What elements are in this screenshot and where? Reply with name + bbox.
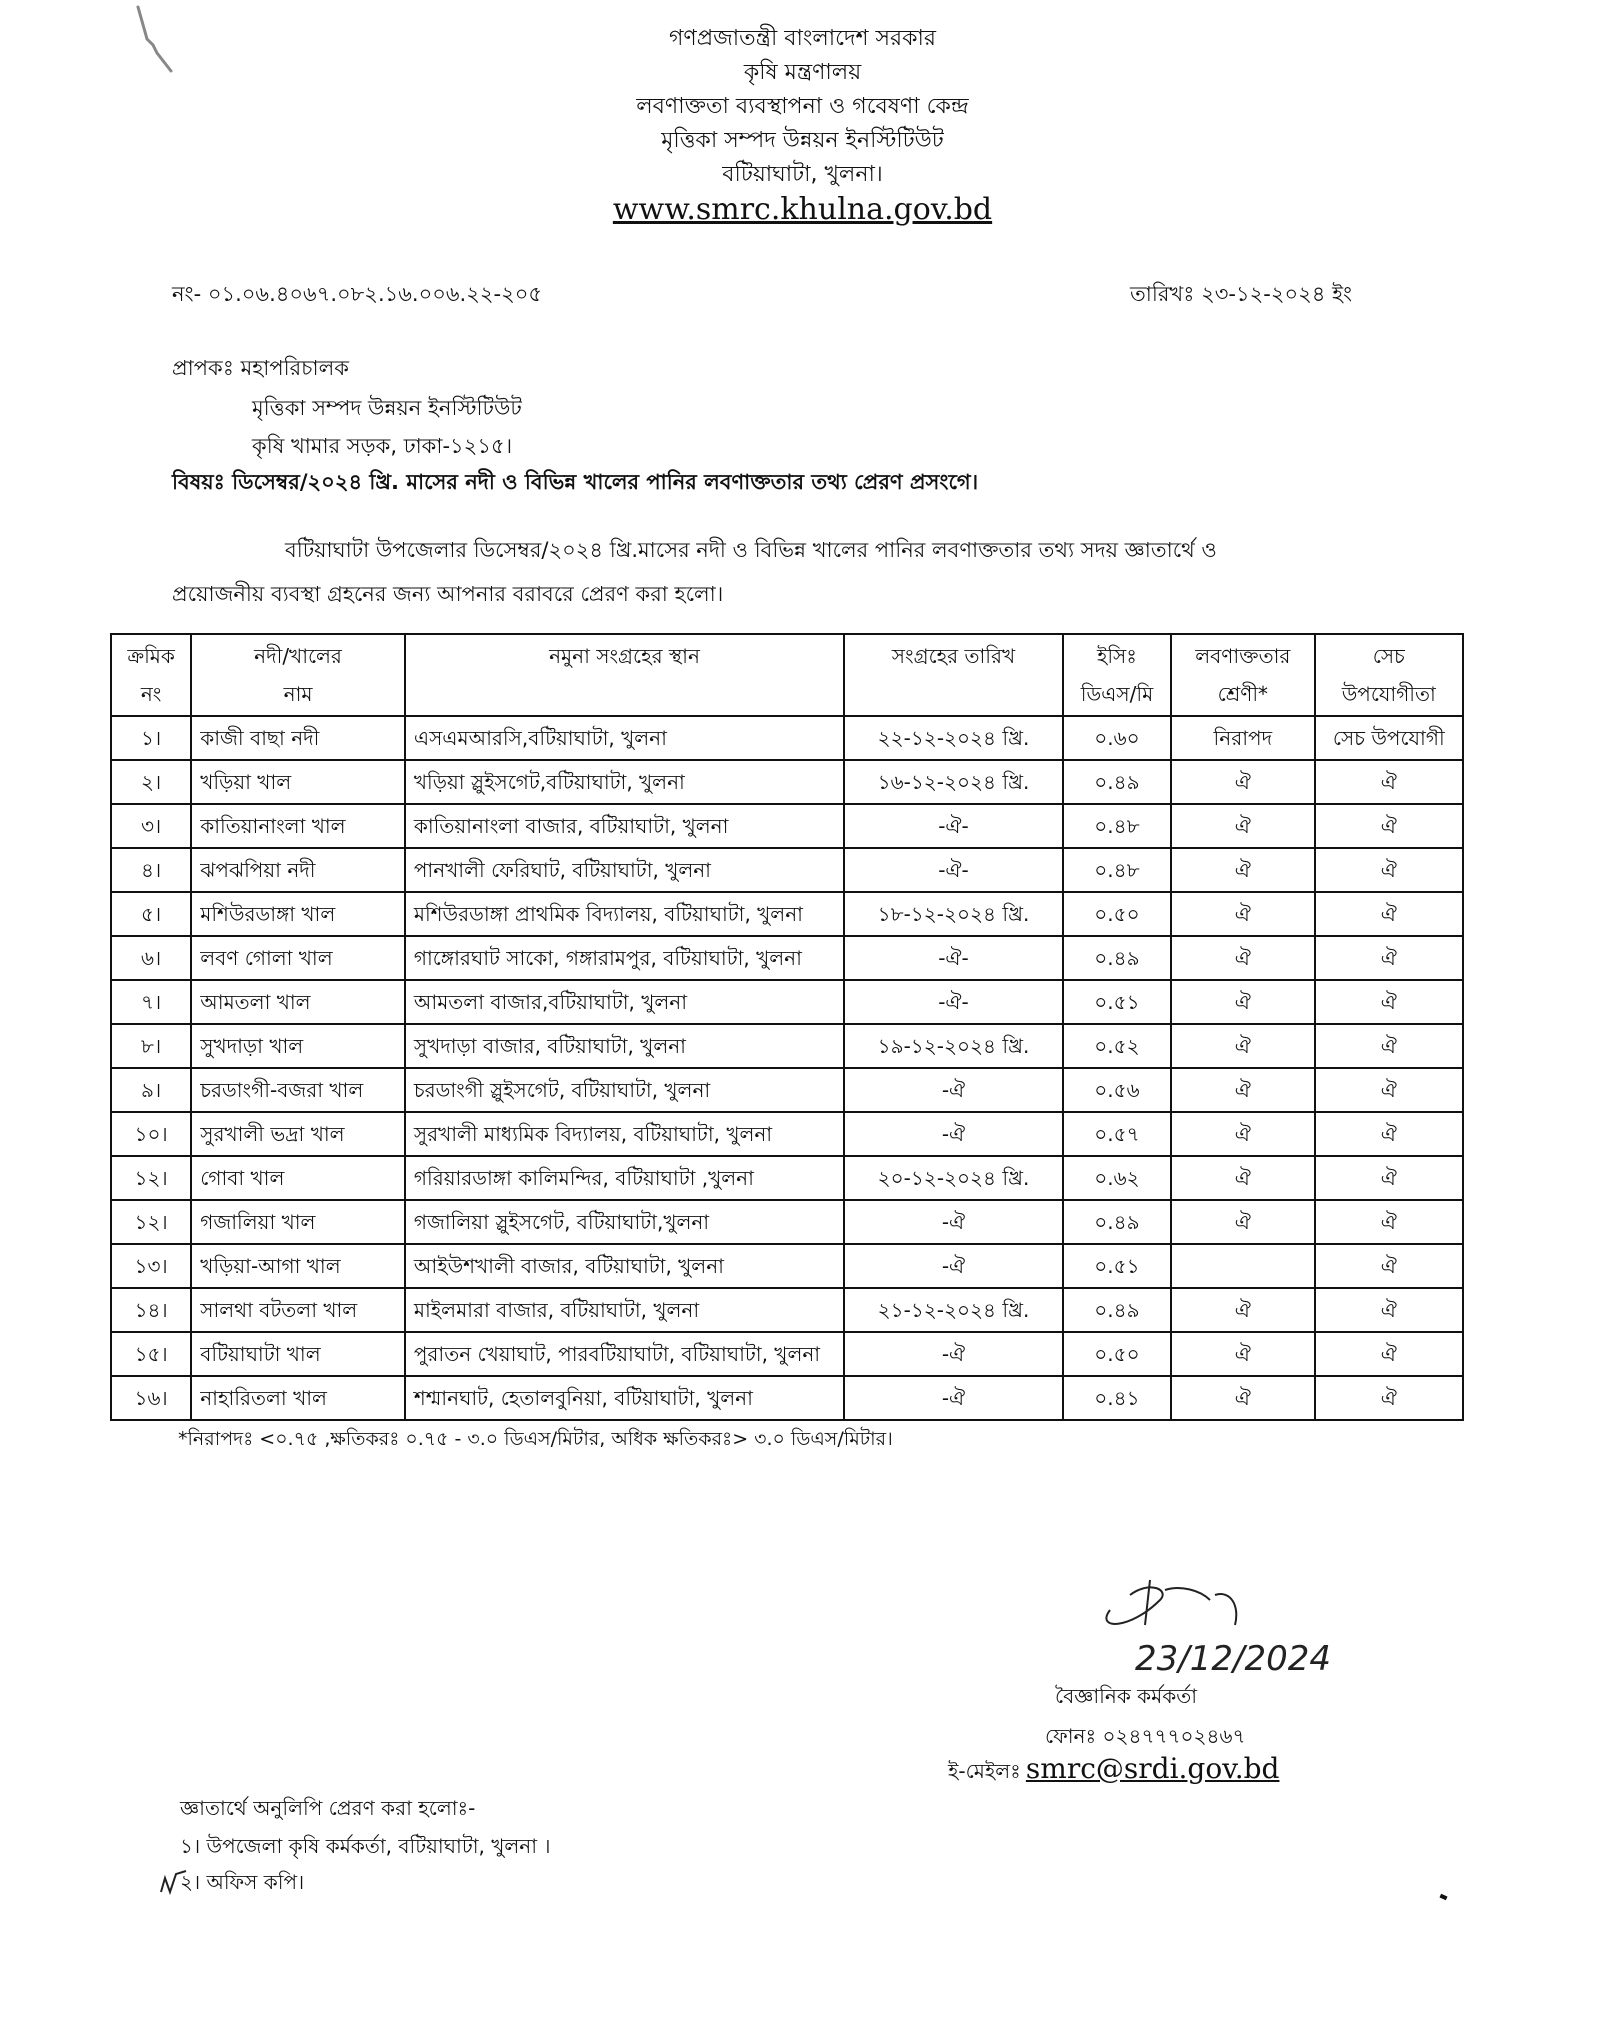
cell-sample-location: গাঙ্গোরঘাট সাকো, গঙ্গারামপুর, বটিয়াঘাটা, খুলনা	[405, 936, 844, 980]
signatory-email-line	[948, 1752, 1279, 1790]
cell-river-name: খড়িয়া খাল	[191, 760, 405, 804]
cell-irrigation-suitability: ঐ	[1315, 1376, 1463, 1420]
cell-irrigation-suitability: ঐ	[1315, 1244, 1463, 1288]
cell-salinity-class: ঐ	[1171, 892, 1314, 936]
cell-sample-location: আইউশখালী বাজার, বটিয়াঘাটা, খুলনা	[405, 1244, 844, 1288]
cell-river-name: বটিয়াঘাটা খাল	[191, 1332, 405, 1376]
cell-serial: ৪।	[111, 848, 191, 892]
cell-collection-date: -ঐ-	[844, 980, 1063, 1024]
cell-serial: ১৫।	[111, 1332, 191, 1376]
recipient-address: কৃষি খামার সড়ক, ঢাকা-১২১৫।	[252, 434, 513, 458]
website-link[interactable]: www.smrc.khulna.gov.bd	[612, 192, 993, 227]
cell-irrigation-suitability: ঐ	[1315, 848, 1463, 892]
cell-river-name: গজালিয়া খাল	[191, 1200, 405, 1244]
table-row	[111, 892, 1463, 936]
table-row	[111, 1112, 1463, 1156]
cell-collection-date: -ঐ-	[844, 804, 1063, 848]
cell-ec-value: ০.৬০	[1063, 716, 1171, 760]
cell-irrigation-suitability: ঐ	[1315, 1332, 1463, 1376]
cell-salinity-class: ঐ	[1171, 1288, 1314, 1332]
table-row	[111, 1156, 1463, 1200]
cell-irrigation-suitability: সেচ উপযোগী	[1315, 716, 1463, 760]
cell-ec-value: ০.৫০	[1063, 1332, 1171, 1376]
cell-sample-location: মাইলমারা বাজার, বটিয়াঘাটা, খুলনা	[405, 1288, 844, 1332]
cell-collection-date: -ঐ	[844, 1332, 1063, 1376]
header-irrigation-suitability: সেচ উপযোগীতা	[1315, 634, 1463, 716]
cell-salinity-class: ঐ	[1171, 760, 1314, 804]
cell-collection-date: -ঐ	[844, 1068, 1063, 1112]
cell-salinity-class: ঐ	[1171, 1376, 1314, 1420]
cell-serial: ১৬।	[111, 1376, 191, 1420]
table-row	[111, 848, 1463, 892]
cell-river-name: সুরখালী ভদ্রা খাল	[191, 1112, 405, 1156]
copy-to-item: ১। উপজেলা কৃষি কর্মকর্তা, বটিয়াঘাটা, খুলনা ।	[180, 1834, 551, 1858]
cell-ec-value: ০.৫৬	[1063, 1068, 1171, 1112]
cell-collection-date: ১৮-১২-২০২৪ খ্রি.	[844, 892, 1063, 936]
cell-serial: ৯।	[111, 1068, 191, 1112]
cell-collection-date: -ঐ	[844, 1112, 1063, 1156]
cell-serial: ৫।	[111, 892, 191, 936]
cell-ec-value: ০.৫২	[1063, 1024, 1171, 1068]
cell-sample-location: খড়িয়া স্লুইসগেট,বটিয়াঘাটা, খুলনা	[405, 760, 844, 804]
table-row	[111, 1024, 1463, 1068]
header-serial: ক্রমিক নং	[111, 634, 191, 716]
cell-ec-value: ০.৫১	[1063, 980, 1171, 1024]
cell-river-name: কাতিয়ানাংলা খাল	[191, 804, 405, 848]
cell-ec-value: ০.৫০	[1063, 892, 1171, 936]
cell-collection-date: -ঐ-	[844, 936, 1063, 980]
header-salinity-class: লবণাক্ততার শ্রেণী*	[1171, 634, 1314, 716]
cell-sample-location: গজালিয়া স্লুইসগেট, বটিয়াঘাটা,খুলনা	[405, 1200, 844, 1244]
cell-river-name: মশিউরডাঙ্গা খাল	[191, 892, 405, 936]
office-address: বটিয়াঘাটা, খুলনা।	[722, 162, 883, 187]
table-row	[111, 804, 1463, 848]
cell-salinity-class: ঐ	[1171, 980, 1314, 1024]
subject-line: বিষয়ঃ ডিসেম্বর/২০২৪ খ্রি. মাসের নদী ও বিভিন্ন খালের পানির লবণাক্ততার তথ্য প্রেরণ প্রসংগে।	[172, 470, 979, 494]
cell-irrigation-suitability: ঐ	[1315, 1112, 1463, 1156]
cell-ec-value: ০.৪৮	[1063, 848, 1171, 892]
cell-irrigation-suitability: ঐ	[1315, 936, 1463, 980]
cell-irrigation-suitability: ঐ	[1315, 1200, 1463, 1244]
cell-ec-value: ০.৪৯	[1063, 760, 1171, 804]
ink-spot	[1439, 1894, 1447, 1901]
cell-salinity-class: ঐ	[1171, 1024, 1314, 1068]
table-row	[111, 716, 1463, 760]
cell-river-name: সালথা বটতলা খাল	[191, 1288, 405, 1332]
center-name: লবণাক্ততা ব্যবস্থাপনা ও গবেষণা কেন্দ্র	[636, 94, 969, 119]
body-line-2: প্রয়োজনীয় ব্যবস্থা গ্রহনের জন্য আপনার বরাবরে প্রেরণ করা হলো।	[172, 582, 724, 606]
cell-sample-location: সুরখালী মাধ্যমিক বিদ্যালয়, বটিয়াঘাটা, খুলনা	[405, 1112, 844, 1156]
cell-salinity-class: ঐ	[1171, 1068, 1314, 1112]
table-row	[111, 1244, 1463, 1288]
cell-serial: ৮।	[111, 1024, 191, 1068]
cell-sample-location: চরডাংগী স্লুইসগেট, বটিয়াঘাটা, খুলনা	[405, 1068, 844, 1112]
cell-salinity-class: ঐ	[1171, 1156, 1314, 1200]
cell-sample-location: মশিউরডাঙ্গা প্রাথমিক বিদ্যালয়, বটিয়াঘাটা, খুলনা	[405, 892, 844, 936]
cell-serial: ১৪।	[111, 1288, 191, 1332]
cell-sample-location: আমতলা বাজার,বটিয়াঘাটা, খুলনা	[405, 980, 844, 1024]
table-row	[111, 1332, 1463, 1376]
cell-serial: ৬।	[111, 936, 191, 980]
memo-date: তারিখঃ ২৩-১২-২০২৪ ইং	[1130, 282, 1353, 306]
cell-ec-value: ০.৫১	[1063, 1244, 1171, 1288]
recipient-label: প্রাপকঃ মহাপরিচালক	[172, 356, 349, 380]
cell-irrigation-suitability: ঐ	[1315, 804, 1463, 848]
table-row	[111, 1288, 1463, 1332]
cell-sample-location: গরিয়ারডাঙ্গা কালিমন্দির, বটিয়াঘাটা ,খুলনা	[405, 1156, 844, 1200]
handwritten-signature	[1090, 1570, 1340, 1680]
body-line-1: বটিয়াঘাটা উপজেলার ডিসেম্বর/২০২৪ খ্রি.মাসের নদী ও বিভিন্ন খালের পানির লবণাক্ততার তথ্য সদয় জ্ঞাতার্থে ও	[285, 538, 1217, 562]
cell-river-name: ঝপঝপিয়া নদী	[191, 848, 405, 892]
handwritten-check-mark	[158, 1868, 188, 1898]
cell-serial: ৭।	[111, 980, 191, 1024]
table-row	[111, 980, 1463, 1024]
cell-collection-date: ২০-১২-২০২৪ খ্রি.	[844, 1156, 1063, 1200]
table-row	[111, 1068, 1463, 1112]
header-sample-location: নমুনা সংগ্রহের স্থান	[405, 634, 844, 716]
cell-irrigation-suitability: ঐ	[1315, 892, 1463, 936]
email-link[interactable]: smrc@srdi.gov.bd	[1025, 1752, 1280, 1785]
cell-collection-date: -ঐ	[844, 1244, 1063, 1288]
cell-sample-location: শশ্মানঘাট, হেতালবুনিয়া, বটিয়াঘাটা, খুলনা	[405, 1376, 844, 1420]
cell-ec-value: ০.৪৯	[1063, 936, 1171, 980]
table-header-row	[111, 634, 1463, 716]
cell-collection-date: ১৯-১২-২০২৪ খ্রি.	[844, 1024, 1063, 1068]
signature-date: 23/12/2024	[1135, 1639, 1331, 1679]
cell-sample-location: কাতিয়ানাংলা বাজার, বটিয়াঘাটা, খুলনা	[405, 804, 844, 848]
cell-ec-value: ০.৪৮	[1063, 804, 1171, 848]
salinity-table	[110, 633, 1464, 1421]
copy-to-item: ২। অফিস কপি।	[180, 1870, 305, 1894]
cell-river-name: কাজী বাছা নদী	[191, 716, 405, 760]
table-row	[111, 1376, 1463, 1420]
cell-river-name: নাহারিতলা খাল	[191, 1376, 405, 1420]
cell-sample-location: এসএমআরসি,বটিয়াঘাটা, খুলনা	[405, 716, 844, 760]
cell-irrigation-suitability: ঐ	[1315, 1068, 1463, 1112]
cell-collection-date: -ঐ	[844, 1200, 1063, 1244]
table-body	[111, 716, 1463, 1420]
cell-river-name: আমতলা খাল	[191, 980, 405, 1024]
cell-ec-value: ০.৪৯	[1063, 1200, 1171, 1244]
cell-salinity-class: ঐ	[1171, 1332, 1314, 1376]
email-label: ই-মেইলঃ	[948, 1759, 1021, 1783]
ministry-name: কৃষি মন্ত্রণালয়	[743, 60, 862, 85]
cell-serial: ১৩।	[111, 1244, 191, 1288]
letterhead	[0, 22, 1605, 227]
government-name: গণপ্রজাতন্ত্রী বাংলাদেশ সরকার	[668, 26, 937, 51]
header-river-name: নদী/খালের নাম	[191, 634, 405, 716]
cell-serial: ৩।	[111, 804, 191, 848]
cell-irrigation-suitability: ঐ	[1315, 980, 1463, 1024]
signatory-phone: ফোনঃ ০২৪৭৭৭০২৪৬৭	[1045, 1724, 1246, 1748]
cell-river-name: গোবা খাল	[191, 1156, 405, 1200]
cell-ec-value: ০.৪৯	[1063, 1288, 1171, 1332]
header-collection-date: সংগ্রহের তারিখ	[844, 634, 1063, 716]
cell-irrigation-suitability: ঐ	[1315, 1156, 1463, 1200]
table-row	[111, 760, 1463, 804]
table-row	[111, 1200, 1463, 1244]
cell-collection-date: ২২-১২-২০২৪ খ্রি.	[844, 716, 1063, 760]
cell-salinity-class: ঐ	[1171, 1200, 1314, 1244]
cell-ec-value: ০.৪১	[1063, 1376, 1171, 1420]
cell-salinity-class: ঐ	[1171, 936, 1314, 980]
cell-sample-location: পানখালী ফেরিঘাট, বটিয়াঘাটা, খুলনা	[405, 848, 844, 892]
cell-salinity-class	[1171, 1244, 1314, 1288]
cell-serial: ১২।	[111, 1156, 191, 1200]
cell-salinity-class: ঐ	[1171, 1112, 1314, 1156]
cell-serial: ১০।	[111, 1112, 191, 1156]
cell-collection-date: ২১-১২-২০২৪ খ্রি.	[844, 1288, 1063, 1332]
cell-collection-date: -ঐ-	[844, 848, 1063, 892]
cell-collection-date: ১৬-১২-২০২৪ খ্রি.	[844, 760, 1063, 804]
copy-to-heading: জ্ঞাতার্থে অনুলিপি প্রেরণ করা হলোঃ-	[180, 1796, 476, 1820]
salinity-footnote: *নিরাপদঃ <০.৭৫ ,ক্ষতিকরঃ ০.৭৫ - ৩.০ ডিএস/মিটার, অধিক ক্ষতিকরঃ> ৩.০ ডিএস/মিটার।	[178, 1428, 893, 1450]
cell-salinity-class: নিরাপদ	[1171, 716, 1314, 760]
cell-sample-location: পুরাতন খেয়াঘাট, পারবটিয়াঘাটা, বটিয়াঘাটা, খুলনা	[405, 1332, 844, 1376]
cell-salinity-class: ঐ	[1171, 848, 1314, 892]
institute-name: মৃত্তিকা সম্পদ উন্নয়ন ইনস্টিটিউট	[661, 128, 944, 153]
cell-serial: ১।	[111, 716, 191, 760]
cell-salinity-class: ঐ	[1171, 804, 1314, 848]
cell-serial: ২।	[111, 760, 191, 804]
cell-river-name: চরডাংগী-বজরা খাল	[191, 1068, 405, 1112]
cell-ec-value: ০.৬২	[1063, 1156, 1171, 1200]
table-row	[111, 936, 1463, 980]
cell-river-name: সুখদাড়া খাল	[191, 1024, 405, 1068]
cell-ec-value: ০.৫৭	[1063, 1112, 1171, 1156]
cell-irrigation-suitability: ঐ	[1315, 1288, 1463, 1332]
cell-river-name: লবণ গোলা খাল	[191, 936, 405, 980]
cell-irrigation-suitability: ঐ	[1315, 1024, 1463, 1068]
cell-river-name: খড়িয়া-আগা খাল	[191, 1244, 405, 1288]
recipient-institute: মৃত্তিকা সম্পদ উন্নয়ন ইনস্টিটিউট	[252, 396, 522, 420]
header-ec: ইসিঃ ডিএস/মি	[1063, 634, 1171, 716]
cell-collection-date: -ঐ	[844, 1376, 1063, 1420]
signatory-title: বৈজ্ঞানিক কর্মকর্তা	[1055, 1684, 1198, 1708]
cell-sample-location: সুখদাড়া বাজার, বটিয়াঘাটা, খুলনা	[405, 1024, 844, 1068]
cell-serial: ১২।	[111, 1200, 191, 1244]
cell-irrigation-suitability: ঐ	[1315, 760, 1463, 804]
memo-number: নং- ০১.০৬.৪০৬৭.০৮২.১৬.০০৬.২২-২০৫	[172, 282, 543, 306]
